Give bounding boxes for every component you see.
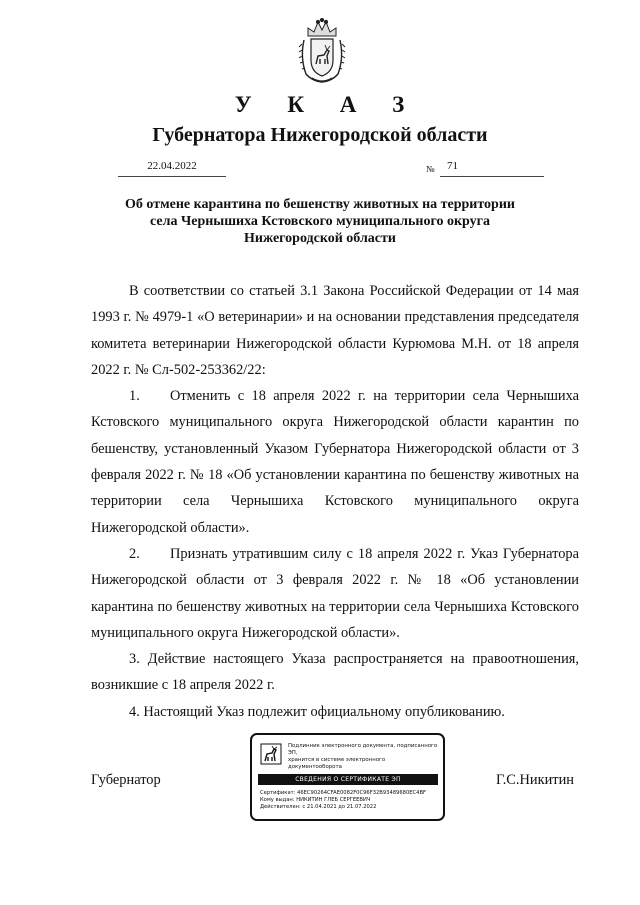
subject-line-2: села Чернышиха Кстовского муниципального округа — [150, 214, 490, 229]
document-body — [91, 278, 579, 725]
document-subject — [80, 196, 560, 247]
stamp-header-line-1: Подлинник электронного документа, подписанного ЭП, — [288, 743, 438, 756]
signatory-name: Г.С.Никитин — [496, 772, 574, 788]
electronic-signature-stamp — [250, 733, 445, 821]
item-1-number: 1. — [129, 388, 140, 405]
stamp-header — [288, 743, 440, 771]
item-3-paragraph: 3. Действие настоящего Указа распространяется на правоотношения, возникшие с 18 апреля 2022 г. — [91, 651, 579, 694]
number-sign: № — [426, 164, 435, 174]
item-1-paragraph — [91, 383, 579, 541]
item-2-number: 2. — [129, 545, 140, 562]
certificate-owner: Кому выдан: НИКИТИН ГЛЕБ СЕРГЕЕВИЧ — [260, 796, 371, 803]
document-type-title: У К А З — [234, 92, 420, 117]
document-number: 71 — [447, 160, 458, 172]
document-number-field — [440, 160, 544, 177]
stamp-header-line-2: хранится в системе электронного документооборота — [288, 757, 386, 770]
signatory-role: Губернатор — [91, 772, 161, 788]
item-2-paragraph — [91, 541, 579, 646]
subject-line-3: Нижегородской области — [244, 231, 396, 246]
coat-of-arms-icon — [298, 18, 346, 84]
certificate-serial: Сертификат: 46EC90264CFAE0082F0C96F32B93489680EC4BF — [260, 790, 426, 796]
certificate-validity: Действителен: с 21.04.2021 до 21.07.2022 — [260, 803, 377, 810]
item-4-paragraph: 4. Настоящий Указ подлежит официальному опубликованию. — [129, 703, 505, 720]
certificate-details — [260, 790, 440, 810]
document-date: 22.04.2022 — [118, 160, 226, 177]
certificate-info-bar: СВЕДЕНИЯ О СЕРТИФИКАТЕ ЭП — [258, 774, 438, 785]
item-2-text: Признать утратившим силу с 18 апреля 2022 г. Указ Губернатора Нижегородской области от 3 февраля 2022 г. № 18 «Об установлении карантина по бешенству животных на территории села Чернышиха Кстовского муниципального округа Нижегородской области». — [91, 545, 579, 641]
item-1-text: Отменить с 18 апреля 2022 г. на территории села Чернышиха Кстовского муниципального округа Нижегородской области карантин по бешенству, установленный Указом Губернатора Нижегородской области от 3 февраля 2022 г. № 18 «Об установлении карантина по бешенству животных на территории села Чернышиха Кстовского муниципального округа Нижегородской области». — [91, 388, 579, 536]
subject-line-1: Об отмене карантина по бешенству животных на территории — [125, 197, 515, 212]
issuer-title: Губернатора Нижегородской области — [152, 124, 488, 146]
preamble-paragraph: В соответствии со статьей 3.1 Закона Российской Федерации от 14 мая 1993 г. № 4979-1 «О ветеринарии» и на основании представления председателя комитета ветеринарии Нижегородской области Курюмова М.Н. от 18 апреля 2022 г. № Сл-502-253362/22: — [91, 283, 579, 378]
deer-logo-icon — [260, 743, 282, 765]
